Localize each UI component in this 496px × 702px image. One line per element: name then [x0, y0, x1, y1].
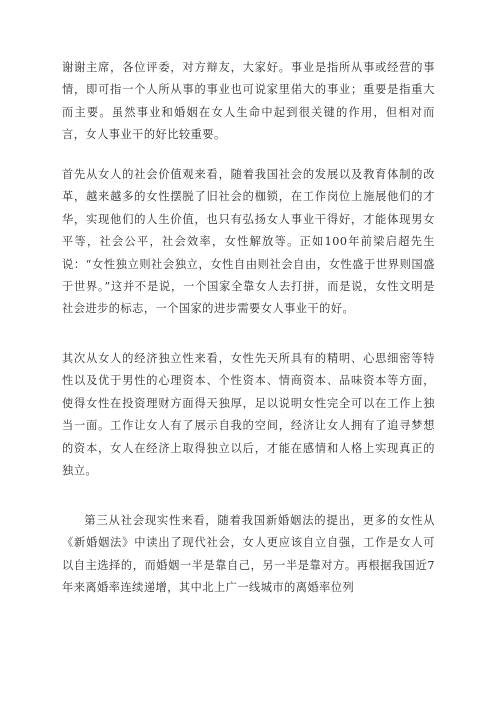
paragraph-social-reality: 第三从社会现实性来看，随着我国新婚姻法的提出，更多的女性从《新婚姻法》中读出了现代社会，女人更应该自立自强，工作是女人可以自主选择的，而婚姻一半是靠自己，另一半是靠对方。再根据我国近7年来离婚率连续递增，其中北上广一线城市的离婚率位列: [62, 514, 435, 595]
paragraph-social-value: 首先从女人的社会价值观来看，随着我国社会的发展以及教育体制的改革，越来越多的女性摆脱了旧社会的枷锁，在工作岗位上施展他们的才华，实现他们的人生价值，也只有弘扬女人事业干得好，才能体现男女平等，社会公平，社会效率，女性解放等。正如100年前梁启超先生说：“女性独立则社会独立，女性自由则社会自由，女性盛于世界则国盛于世界。”这并不是说，一个国家全靠女人去打拼，而是说，女性文明是社会进步的标志，一个国家的进步需要女人事业干的好。: [62, 168, 435, 316]
paragraph-opening: 谢谢主席，各位评委，对方辩友，大家好。事业是指所从事或经营的事情，即可指一个人所从事的事业也可说家里偌大的事业；重要是指重大而主要。虽然事业和婚姻在女人生命中起到很关键的作用，但相对而言，女人事业干的好比较重要。: [62, 61, 435, 142]
paragraph-economic-independence: 其次从女人的经济独立性来看，女性先天所具有的精明、心思细密等特性以及优于男性的心理资本、个性资本、情商资本、品味资本等方面，使得女性在投资理财方面得天独厚，足以说明女性完全可以在工作上独当一面。工作让女人有了展示自我的空间，经济让女人拥有了追寻梦想的资本，女人在经济上取得独立以后，才能在感情和人格上实现真正的独立。: [62, 352, 435, 478]
